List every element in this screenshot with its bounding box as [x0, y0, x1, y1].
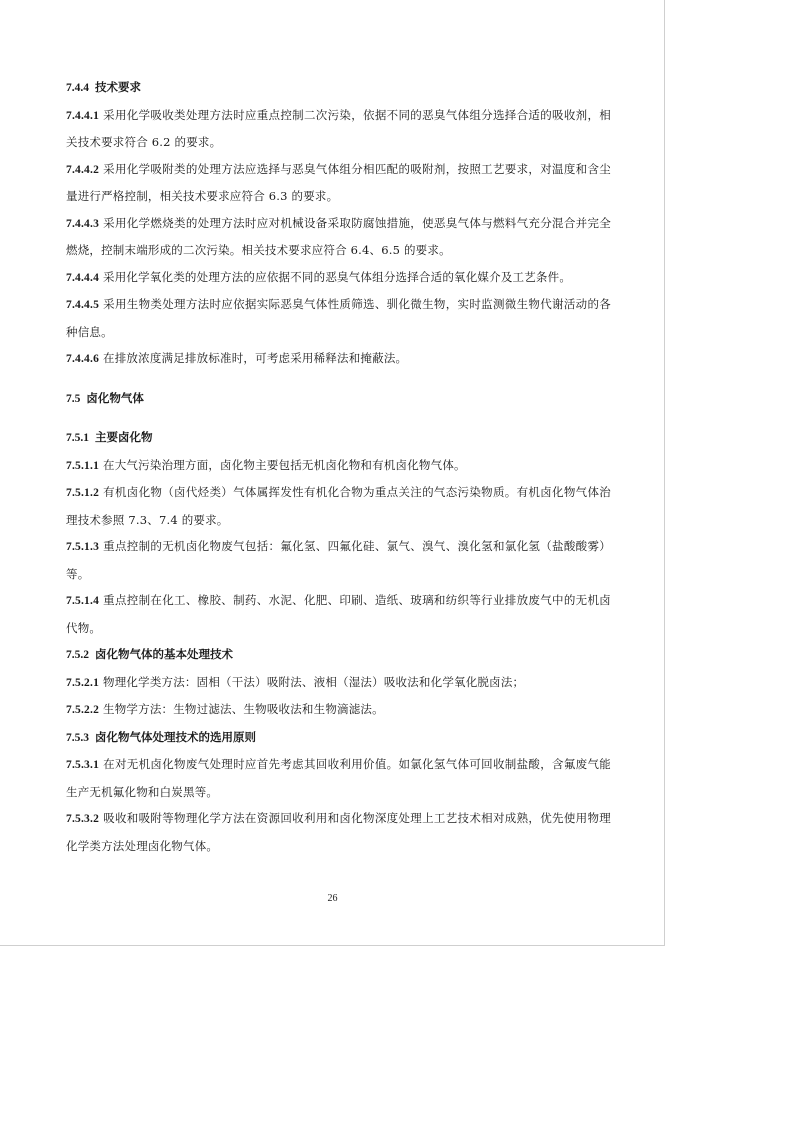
page-number: 26 — [327, 893, 338, 904]
clause-text: 在对无机卤化物废气处理时应首先考虑其回收利用价值。如氯化氢气体可回收制盐酸，含氟废气能生产无机氟化物和白炭黑等。 — [66, 757, 611, 799]
clause-text: 采用生物类处理方法时应依据实际恶臭气体性质筛选、驯化微生物，实时监测微生物代谢活动的各种信息。 — [66, 297, 611, 339]
clause-text: 在大气污染治理方面，卤化物主要包括无机卤化物和有机卤化物气体。 — [103, 457, 466, 472]
clause-paragraph — [66, 345, 611, 373]
clause-paragraph — [66, 102, 611, 156]
clause-text: 采用化学氧化类的处理方法的应依据不同的恶臭气体组分选择合适的氧化媒介及工艺条件。 — [103, 269, 572, 284]
clause-paragraph — [66, 264, 611, 292]
clause-number: 7.5.1.1 — [66, 459, 100, 472]
section-heading — [66, 385, 611, 413]
clause-text: 主要卤化物 — [95, 430, 153, 444]
clause-number: 7.4.4.5 — [66, 299, 100, 311]
clause-number: 7.4.4.1 — [66, 109, 100, 122]
clause-number: 7.5.2.2 — [66, 704, 100, 716]
clause-paragraph — [66, 479, 611, 533]
clause-paragraph — [66, 210, 611, 264]
document-body — [66, 74, 611, 859]
clause-paragraph — [66, 751, 611, 805]
clause-text: 卤化物气体 — [86, 390, 144, 405]
clause-paragraph — [66, 156, 611, 210]
clause-paragraph — [66, 452, 611, 480]
clause-text: 重点控制在化工、橡胶、制药、水泥、化肥、印刷、造纸、玻璃和纺织等行业排放废气中的无机卤代物。 — [66, 593, 611, 635]
subsection-heading — [66, 424, 611, 452]
clause-text: 生物学方法：生物过滤法、生物吸收法和生物滴滤法。 — [103, 702, 384, 716]
clause-text: 重点控制的无机卤化物废气包括：氟化氢、四氟化硅、氯气、溴气、溴化氢和氯化氢（盐酸酸雾）等。 — [66, 539, 611, 581]
clause-paragraph — [66, 291, 611, 345]
clause-text: 物理化学类方法：固相（干法）吸附法、液相（湿法）吸收法和化学氧化脱卤法； — [103, 674, 525, 689]
clause-text: 技术要求 — [95, 80, 141, 94]
clause-number: 7.5.1.3 — [66, 541, 100, 553]
clause-number: 7.5.2.1 — [66, 676, 100, 689]
clause-text: 有机卤化物（卤代烃类）气体属挥发性有机化合物为重点关注的气态污染物质。有机卤化物气体治理技术参照 7.3、7.4 的要求。 — [66, 485, 611, 527]
clause-paragraph — [66, 805, 611, 859]
subsection-heading — [66, 641, 611, 669]
subsection-heading — [66, 74, 611, 102]
clause-paragraph — [66, 696, 611, 724]
clause-paragraph — [66, 669, 611, 697]
clause-text: 采用化学燃烧类的处理方法时应对机械设备采取防腐蚀措施，使恶臭气体与燃料气充分混合并完全燃烧，控制末端形成的二次污染。相关技术要求应符合 6.4、6.5 的要求。 — [66, 215, 611, 257]
clause-text: 采用化学吸收类处理方法时应重点控制二次污染，依据不同的恶臭气体组分选择合适的吸收剂，相关技术要求符合 6.2 的要求。 — [66, 107, 611, 149]
clause-paragraph — [66, 533, 611, 587]
clause-text: 在排放浓度满足排放标准时，可考虑采用稀释法和掩蔽法。 — [103, 351, 408, 365]
clause-number: 7.4.4.4 — [66, 271, 100, 284]
clause-number: 7.5.3.2 — [66, 813, 100, 825]
subsection-heading — [66, 724, 611, 752]
clause-paragraph — [66, 587, 611, 641]
clause-number: 7.4.4.2 — [66, 163, 100, 176]
clause-number: 7.5.3.1 — [66, 759, 100, 771]
clause-number: 7.5.3 — [66, 731, 89, 744]
clause-number: 7.5.2 — [66, 649, 89, 661]
clause-text: 采用化学吸附类的处理方法应选择与恶臭气体组分相匹配的吸附剂，按照工艺要求，对温度和含尘量进行严格控制，相关技术要求应符合 6.3 的要求。 — [66, 161, 611, 203]
clause-number: 7.5 — [66, 392, 81, 405]
clause-text: 卤化物气体的基本处理技术 — [95, 647, 233, 661]
clause-text: 卤化物气体处理技术的选用原则 — [95, 729, 256, 744]
clause-number: 7.5.1 — [66, 432, 89, 444]
clause-number: 7.4.4.3 — [66, 217, 100, 230]
clause-number: 7.4.4 — [66, 82, 89, 94]
clause-number: 7.4.4.6 — [66, 353, 100, 365]
clause-number: 7.5.1.4 — [66, 595, 100, 607]
clause-number: 7.5.1.2 — [66, 487, 100, 499]
clause-text: 吸收和吸附等物理化学方法在资源回收利用和卤化物深度处理上工艺技术相对成熟，优先使用物理化学类方法处理卤化物气体。 — [66, 811, 611, 853]
